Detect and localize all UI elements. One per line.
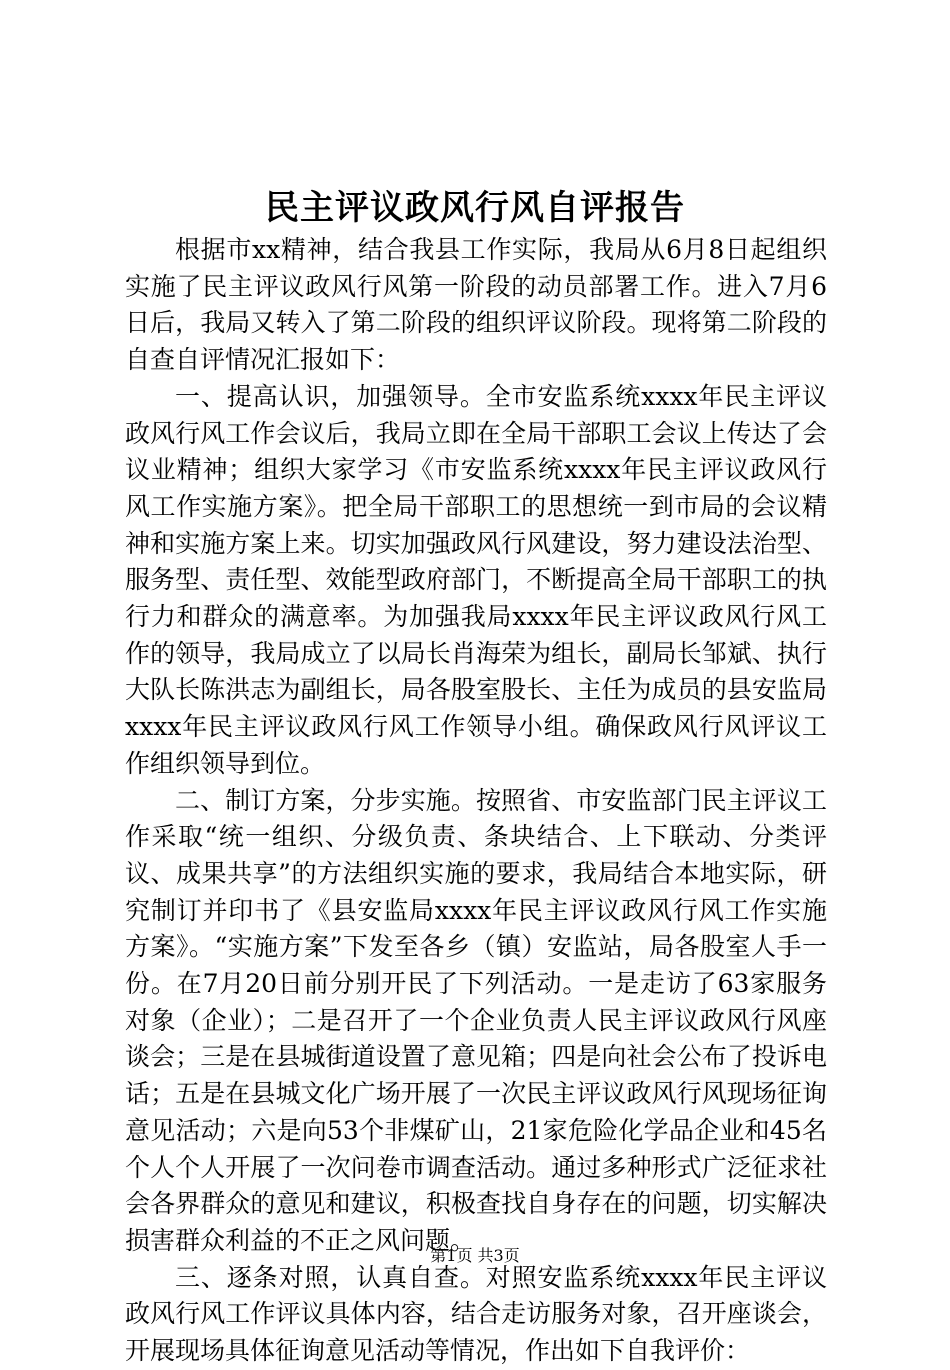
paragraph-section-2: 二、制订方案，分步实施。按照省、市安监部门民主评议工作采取“统一组织、分级负责、条块结合、上下联动、分类评议、成果共享”的方法组织实施的要求，我局结合本地实际，研究制订并印书了《县安监局xxxx年民主评议政风行风工作实施方案》。“实施方案”下发至各乡（镇）安监站，局各股室人手一份。在7月20日前分别开民了下列活动。一是走访了63家服务对象（企业）；二是召开了一个企业负责人民主评议政风行风座谈会；三是在县城街道设置了意见箱；四是向社会公布了投诉电话；五是在县城文化广场开展了一次民主评议政风行风现场征询意见活动；六是向53个非煤矿山，21家危险化学品企业和45名个人个人开展了一次问卷市调查活动。通过多种形式广泛征求社会各界群众的意见和建议，积极查找自身存在的问题，切实解决损害群众利益的不正之风问题。 <box>125 785 827 1255</box>
page-footer: 第1页 共3页 <box>430 1246 520 1265</box>
document-body <box>125 232 827 1370</box>
document-title: 民主评议政风行风自评报告 <box>265 188 685 228</box>
paragraph-section-1: 一、提高认识，加强领导。全市安监系统xxxx年民主评议政风行风工作会议后，我局立即在全局干部职工会议上传达了会议业精神；组织大家学习《市安监系统xxxx年民主评议政风行风工作实施方案》。把全局干部职工的思想统一到市局的会议精神和实施方案上来。切实加强政风行风建设，努力建设法治型、服务型、责任型、效能型政府部门，不断提高全局干部职工的执行力和群众的满意率。为加强我局xxxx年民主评议政风行风工作的领导，我局成立了以局长肖海荣为组长，副局长邹斌、执行大队长陈洪志为副组长，局各股室股长、主任为成员的县安监局xxxx年民主评议政风行风工作领导小组。确保政风行风评议工作组织领导到位。 <box>125 381 827 778</box>
paragraph-section-3: 三、逐条对照，认真自查。对照安监系统xxxx年民主评议政风行风工作评议具体内容，结合走访服务对象，召开座谈会，开展现场具体征询意见活动等情况，作出如下自我评价： <box>125 1262 827 1366</box>
paragraph-intro: 根据市xx精神，结合我县工作实际，我局从6月8日起组织实施了民主评议政风行风第一阶段的动员部署工作。进入7月6日后，我局又转入了第二阶段的组织评议阶段。现将第二阶段的自查自评情况汇报如下： <box>125 235 827 375</box>
